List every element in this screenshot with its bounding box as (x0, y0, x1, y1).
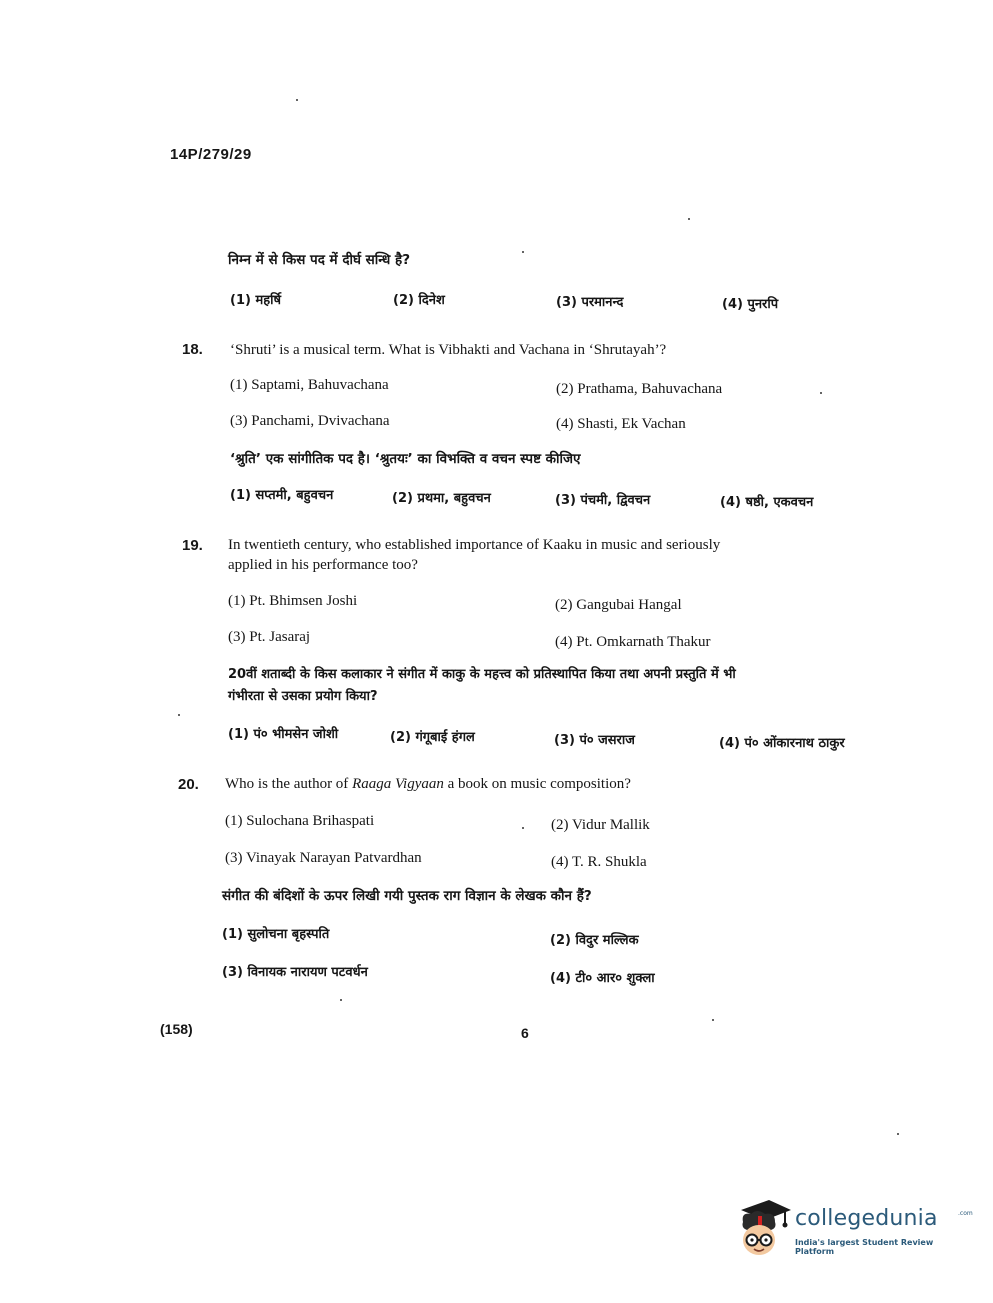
q20-question-post: a book on music composition? (443, 776, 631, 792)
q20-option-2: (2) Vidur Mallik (551, 817, 650, 833)
q19-option-4: (4) Pt. Omkarnath Thakur (555, 634, 711, 650)
paper-code: 14P/279/29 (170, 146, 252, 163)
q18-hindi-option-4: (4) षष्ठी, एकवचन (720, 495, 814, 510)
q20-hindi-option-3: (3) विनायक नारायण पटवर्धन (222, 965, 368, 980)
collegedunia-watermark (735, 1196, 973, 1264)
brand-name: collegedunia (795, 1206, 938, 1231)
q18-option-4: (4) Shasti, Ek Vachan (556, 416, 686, 432)
q20-option-3: (3) Vinayak Narayan Patvardhan (225, 850, 422, 866)
scan-speck (340, 999, 342, 1001)
brand-domain: .com (958, 1210, 973, 1217)
q17-option-1: (1) महर्षि (230, 293, 282, 308)
q20-book-title: Raaga Vigyaan (352, 776, 444, 792)
q19-question-line1: In twentieth century, who established importance of Kaaku in music and seriously (228, 537, 721, 553)
q18-hindi-text: ‘श्रुति’ एक सांगीतिक पद है। ‘श्रुतयः’ का विभक्ति व वचन स्पष्ट कीजिए (230, 451, 581, 467)
scan-speck (820, 392, 822, 394)
scan-speck (522, 827, 524, 829)
q18-hindi-option-2: (2) प्रथमा, बहुवचन (392, 491, 491, 506)
q20-option-4: (4) T. R. Shukla (551, 854, 647, 870)
q20-number: 20. (178, 776, 199, 793)
q18-question: ‘Shruti’ is a musical term. What is Vibhakti and Vachana in ‘Shrutayah’? (230, 342, 667, 358)
scan-speck (296, 99, 298, 101)
q19-hindi-option-3: (3) पं० जसराज (554, 733, 635, 748)
page-number: 6 (521, 1025, 529, 1041)
q19-hindi-option-2: (2) गंगूबाई हंगल (390, 730, 475, 745)
q20-question (225, 776, 631, 793)
q18-option-2: (2) Prathama, Bahuvachana (556, 381, 723, 397)
q18-option-1: (1) Saptami, Bahuvachana (230, 377, 389, 393)
q19-hindi-option-4: (4) पं० ओंकारनाथ ठाकुर (719, 736, 845, 751)
q17-option-4: (4) पुनरपि (722, 297, 779, 312)
q20-hindi-option-4: (4) टी० आर० शुक्ला (550, 971, 655, 986)
q19-hindi-line2: गंभीरता से उसका प्रयोग किया? (228, 689, 378, 704)
q18-option-3: (3) Panchami, Dvivachana (230, 413, 390, 429)
q19-hindi-option-1: (1) पं० भीमसेन जोशी (228, 727, 339, 742)
q18-hindi-option-1: (1) सप्तमी, बहुवचन (230, 488, 334, 503)
q17-option-3: (3) परमानन्द (556, 295, 624, 310)
scan-speck (178, 714, 180, 716)
q20-question-pre: Who is the author of (225, 776, 353, 792)
q19-number: 19. (182, 537, 203, 554)
q20-option-1: (1) Sulochana Brihaspati (225, 813, 375, 829)
q17-hindi-text: निम्न में से किस पद में दीर्घ सन्धि है? (228, 252, 411, 268)
q19-option-1: (1) Pt. Bhimsen Joshi (228, 593, 358, 609)
q19-option-3: (3) Pt. Jasaraj (228, 629, 311, 645)
graduate-mascot-icon (735, 1196, 793, 1262)
q20-hindi-text: संगीत की बंदिशों के ऊपर लिखी गयी पुस्तक राग विज्ञान के लेखक कौन हैं? (222, 888, 592, 904)
q17-option-2: (2) दिनेश (393, 293, 445, 308)
q18-hindi-option-3: (3) पंचमी, द्विवचन (555, 493, 651, 508)
scan-speck (897, 1133, 899, 1135)
brand-tagline: India's largest Student Review Platform (795, 1238, 934, 1256)
scan-speck (712, 1019, 714, 1021)
q20-hindi-option-1: (1) सुलोचना बृहस्पति (222, 927, 330, 942)
q19-question-line2: applied in his performance too? (228, 557, 418, 573)
scan-speck (522, 251, 524, 253)
footer-code: (158) (160, 1021, 193, 1037)
scan-speck (688, 218, 690, 220)
q18-number: 18. (182, 341, 203, 358)
q20-hindi-option-2: (2) विदुर मल्लिक (550, 933, 639, 948)
q19-option-2: (2) Gangubai Hangal (555, 597, 682, 613)
q19-hindi-line1: 20वीं शताब्दी के किस कलाकार ने संगीत में काकु के महत्त्व को प्रतिस्थापित किया तथा अपनी प्रस्तुति में भी (228, 667, 736, 682)
